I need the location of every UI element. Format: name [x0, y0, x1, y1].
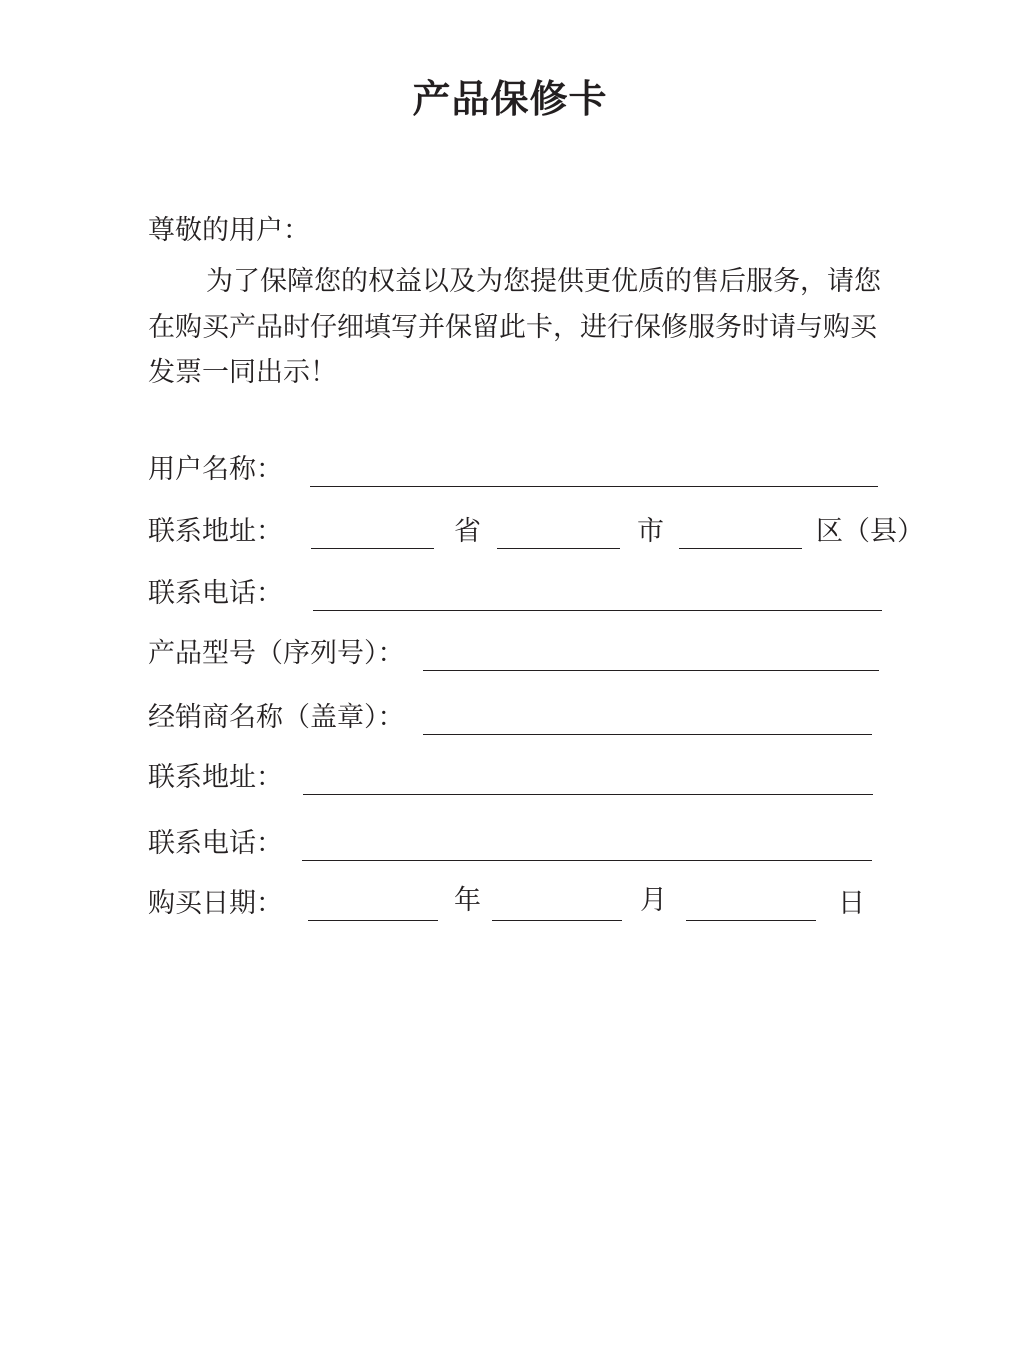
- phone-field[interactable]: [313, 610, 882, 611]
- purchase-date-row: [148, 886, 888, 926]
- dealer-phone-label: 联系电话：: [148, 828, 283, 859]
- district-field[interactable]: [679, 548, 802, 549]
- address-row: [148, 514, 924, 554]
- model-row: [148, 636, 888, 676]
- month-field[interactable]: [492, 920, 622, 921]
- province-unit: 省: [454, 516, 481, 547]
- year-unit: 年: [454, 885, 481, 916]
- user-name-label: 用户名称：: [148, 454, 283, 485]
- day-unit: 日: [838, 888, 865, 919]
- phone-label: 联系电话：: [148, 578, 283, 609]
- user-name-field[interactable]: [310, 486, 878, 487]
- month-unit: 月: [640, 885, 667, 916]
- province-field[interactable]: [311, 548, 434, 549]
- day-field[interactable]: [686, 920, 816, 921]
- purchase-date-label: 购买日期：: [148, 888, 283, 919]
- intro-paragraph: 为了保障您的权益以及为您提供更优质的售后服务，请您在购买产品时仔细填写并保留此卡，进行保修服务时请与购买发票一同出示！: [148, 266, 881, 388]
- address-label: 联系地址：: [148, 516, 283, 547]
- city-unit: 市: [637, 516, 664, 547]
- user-name-row: [148, 452, 888, 492]
- city-field[interactable]: [497, 548, 620, 549]
- year-field[interactable]: [308, 920, 438, 921]
- model-label: 产品型号（序列号）：: [148, 638, 405, 669]
- dealer-field[interactable]: [423, 734, 872, 735]
- dealer-phone-field[interactable]: [302, 860, 872, 861]
- model-field[interactable]: [423, 670, 879, 671]
- dealer-row: [148, 700, 888, 740]
- greeting-text: 尊敬的用户：: [148, 215, 310, 246]
- dealer-address-row: [148, 760, 888, 800]
- dealer-phone-row: [148, 826, 888, 866]
- dealer-label: 经销商名称（盖章）：: [148, 702, 405, 733]
- district-unit: 区（县）: [816, 516, 924, 547]
- phone-row: [148, 576, 888, 616]
- page-title: 产品保修卡: [412, 77, 608, 121]
- dealer-address-label: 联系地址：: [148, 762, 283, 793]
- dealer-address-field[interactable]: [303, 794, 873, 795]
